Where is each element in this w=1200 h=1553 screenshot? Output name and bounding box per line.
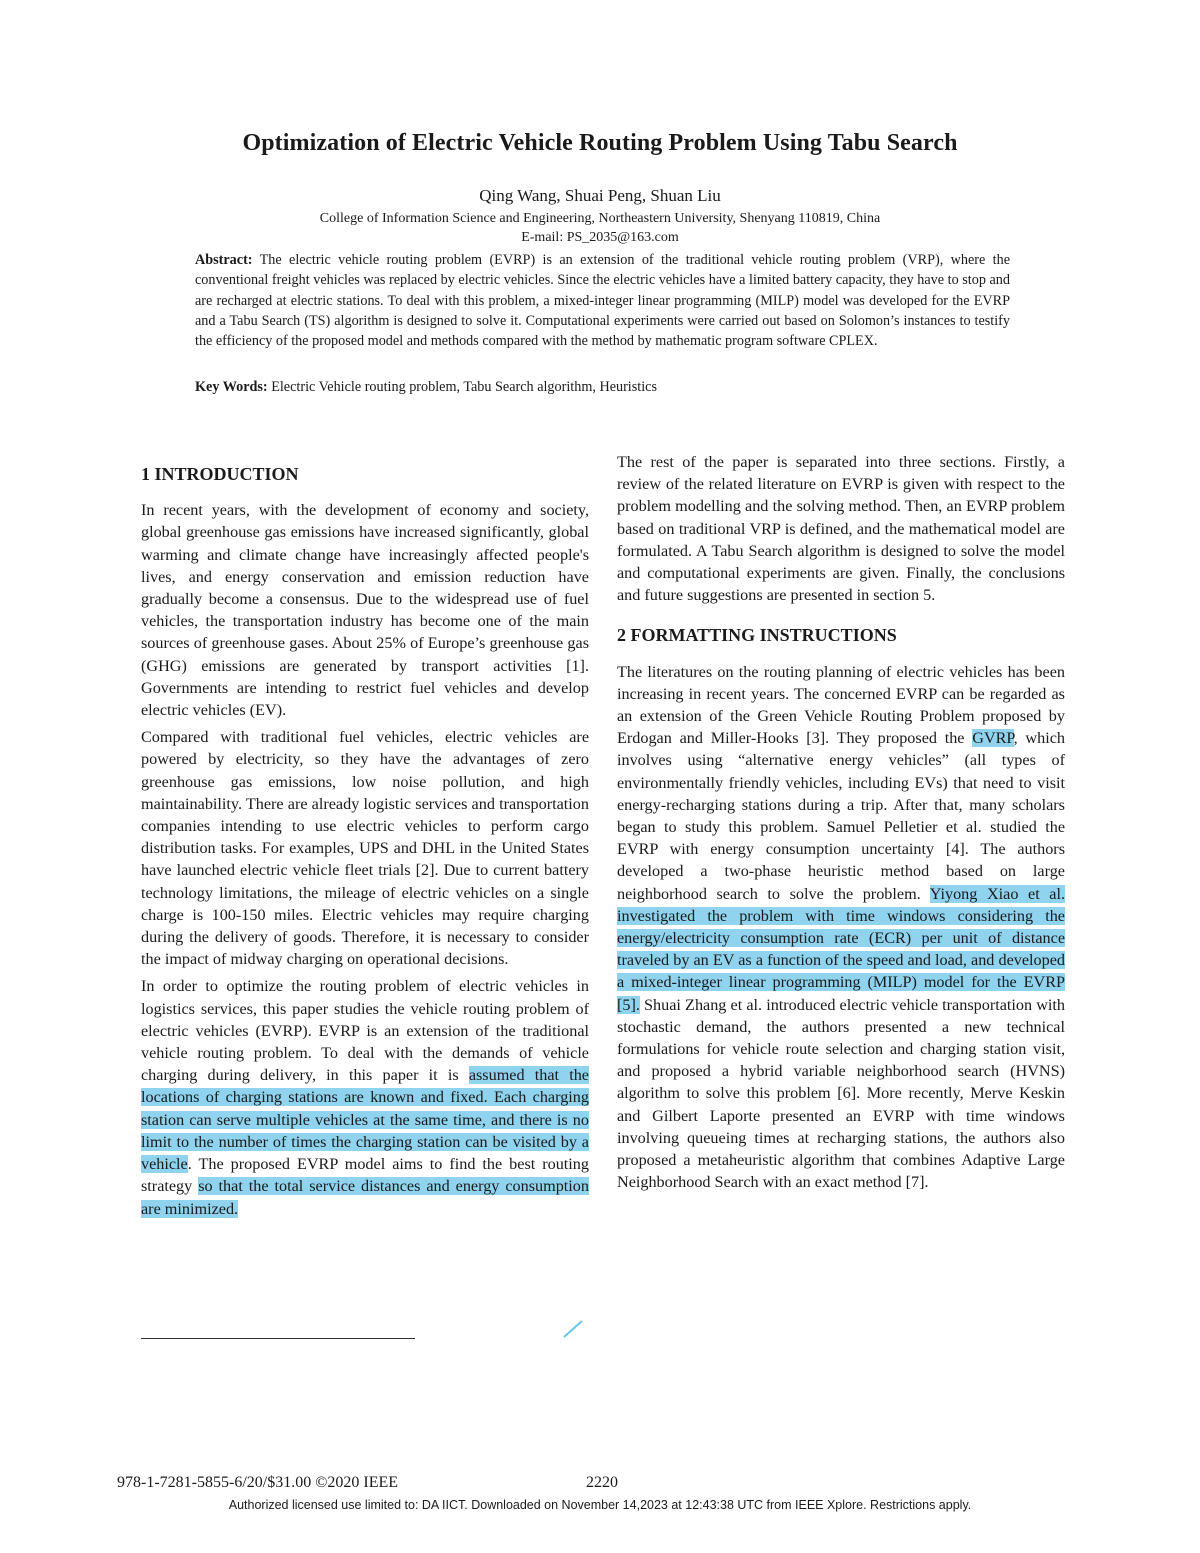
left-column [141,463,589,1225]
highlighted-text[interactable]: Yiyong Xiao et al. investigated the problem with time windows considering the energy/electricity consumption rate (ECR) per unit of distance traveled by an EV as a function of the speed and load, and developed a mixed-integer linear programming (MILP) model for the EVRP [5]. [617,884,1066,1014]
author-email: E-mail: PS_2035@163.com [521,230,679,245]
section-heading-formatting: 2 FORMATTING INSTRUCTIONS [617,625,897,646]
paragraph: Compared with traditional fuel vehicles, electric vehicles are powered by electricity, so they have the advantages of zero greenhouse gas emissions, low noise pollution, and high maintainability. There are already logistic services and transportation companies intending to use electric vehicles to perform cargo distribution tasks. For examples, UPS and DHL in the United States have launched electric vehicle fleet trials [2]. Due to current battery technology limitations, the mileage of electric vehicles on a single charge is 100-150 miles. Electric vehicles may require charging during the delivery of goods. Therefore, it is necessary to consider the impact of midway charging on operational decisions. [141,728,589,969]
author-list: Qing Wang, Shuai Peng, Shuan Liu [479,186,721,205]
paragraph-text: Shuai Zhang et al. introduced electric vehicle transportation with stochastic demand, the authors presented a new technical formulations for vehicle route selection and charging station visit, and proposed a hybrid variable neighborhood search (HVNS) algorithm to solve this problem [6]. More recently, Merve Keskin and Gilbert Laporte presented an EVRP with time windows involving queueing times at recharging stations, the authors also proposed a metaheuristic algorithm that combines Adaptive Large Neighborhood Search with an exact method [7]. [617,995,1065,1192]
abstract-text: The electric vehicle routing problem (EVRP) is an extension of the traditional vehicle routing problem (VRP), where the conventional freight vehicles was replaced by electric vehicles. Since the electric vehicles have a limited battery capacity, they have to stop and are recharged at electric stations. To deal with this problem, a mixed-integer linear programming (MILP) model was developed for the EVRP and a Tabu Search (TS) algorithm is designed to solve it. Computational experiments were carried out based on Solomon’s instances to testify the efficiency of the proposed model and methods compared with the method by mathematic program software CPLEX. [195,252,1010,350]
keywords [195,377,1010,397]
paragraph-text: In order to optimize the routing problem of electric vehicles in logistics services, this paper studies the vehicle routing problem of electric vehicles (EVRP). EVRP is an extension of the traditional vehicle routing problem. To deal with the demands of vehicle charging during delivery, in this paper it is [141,977,589,1085]
right-column [617,451,1065,1199]
paragraph: In recent years, with the development of economy and society, global greenhouse gas emissions have increased significantly, global warming and climate change have increasingly affected people's lives, and energy conservation and emission reduction have gradually become a consensus. Due to the widespread use of fuel vehicles, the transportation industry has become one of the main sources of greenhouse gases. About 25% of Europe’s greenhouse gas (GHG) emissions are generated by transport activities [1]. Governments are intending to restrict fuel vehicles and develop electric vehicles (EV). [141,501,589,720]
keywords-label: Key Words: [195,379,268,395]
paragraph-text: . The proposed EVRP model aims to find the best routing strategy [141,1155,589,1196]
abstract [195,250,1010,351]
paragraph-text: , which involves using “alternative energy vehicles” (all types of environmentally friendly vehicles, including EVs) that need to visit energy-recharging stations during a trip. After that, many scholars began to study this problem. Samuel Pelletier et al. studied the EVRP with energy consumption uncertainty [4]. The authors developed a two-phase heuristic method based on large neighborhood search to solve the problem. [617,729,1065,903]
paragraph: The rest of the paper is separated into three sections. Firstly, a review of the related literature on EVRP is given with respect to the problem modelling and the solving method. Then, an EVRP problem based on traditional VRP is defined, and the mathematical model are formulated. A Tabu Search algorithm is designed to solve the model and computational experiments are given. Finally, the conclusions and future suggestions are presented in section 5. [617,453,1065,605]
page-number: 2220 [586,1474,618,1491]
highlighted-text[interactable]: so that the total service distances and energy consumption are minimized. [141,1177,589,1218]
paragraph-text: The literatures on the routing planning of electric vehicles has been increasing in recent years. The concerned EVRP can be regarded as an extension of the Green Vehicle Routing Problem proposed by Erdogan and Miller-Hooks [3]. They proposed the [617,662,1065,748]
highlighted-text[interactable]: assumed that the locations of charging stations are known and fixed. Each charging station can serve multiple vehicles at the same time, and there is no limit to the number of times the charging station can be visited by a vehicle [141,1066,589,1174]
section-heading-introduction: 1 INTRODUCTION [141,464,299,484]
affiliation: College of Information Science and Engineering, Northeastern University, Shenyang 110819, China [319,211,881,226]
copyright-notice: 978-1-7281-5855-6/20/$31.00 ©2020 IEEE [117,1474,399,1491]
footnote-divider [141,1338,415,1339]
paragraph [141,975,589,1219]
annotation-stroke-icon [563,1318,583,1338]
highlighted-text[interactable]: GVRP [972,729,1014,748]
abstract-label: Abstract: [195,252,253,268]
keywords-text: Electric Vehicle routing problem, Tabu Search algorithm, Heuristics [267,379,657,395]
license-notice: Authorized licensed use limited to: DA IICT. Downloaded on November 14,2023 at 12:43:38 UTC from IEEE Xplore. Restrictions apply. [228,1498,972,1512]
paper-title: Optimization of Electric Vehicle Routing Problem Using Tabu Search [242,130,958,156]
paragraph [617,661,1065,1194]
